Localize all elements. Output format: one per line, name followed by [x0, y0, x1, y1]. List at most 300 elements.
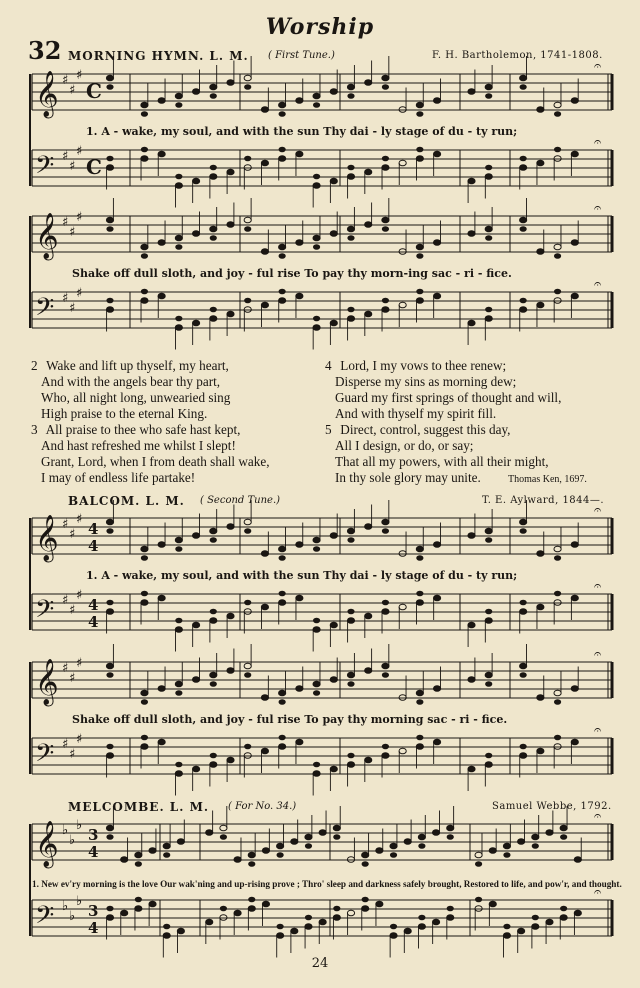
note-head — [158, 542, 165, 548]
tune-note-first: ( First Tune.) — [268, 50, 335, 61]
note-head — [416, 735, 423, 741]
note-head — [468, 89, 475, 95]
note-head — [279, 298, 286, 304]
note-head — [489, 901, 496, 907]
note-head — [141, 591, 148, 597]
note-head — [234, 910, 241, 916]
note-head — [106, 84, 113, 90]
bass-clef: 𝄢 — [35, 293, 55, 328]
note-head — [158, 293, 165, 299]
note-head — [433, 98, 440, 104]
note-head — [365, 668, 372, 674]
note-head — [192, 320, 199, 326]
note-head — [554, 735, 561, 741]
note-head — [227, 169, 234, 175]
note-head — [175, 316, 182, 322]
note-head — [135, 861, 142, 867]
note-head — [158, 686, 165, 692]
note-head — [106, 528, 113, 534]
fermata: 𝄐 — [594, 59, 602, 74]
note-head — [261, 160, 268, 166]
note-head — [210, 84, 217, 90]
note-head — [554, 591, 561, 597]
note-head — [382, 156, 389, 162]
note-head — [210, 93, 217, 99]
note-head — [244, 744, 251, 750]
note-head — [210, 528, 217, 534]
note-head — [206, 830, 213, 836]
note-head — [365, 613, 372, 619]
stanza-line: And with thyself my spirit fill. — [335, 406, 497, 421]
note-head — [175, 690, 182, 696]
note-head — [433, 686, 440, 692]
note-head — [106, 226, 113, 232]
note-head — [390, 852, 397, 858]
note-head — [261, 695, 268, 701]
note-head — [175, 102, 182, 108]
note-head — [503, 852, 510, 858]
note-head — [418, 843, 425, 849]
note-head — [106, 906, 113, 912]
note-head — [447, 906, 454, 912]
note-head — [313, 244, 320, 250]
note-head — [475, 852, 482, 858]
note-head — [330, 231, 337, 237]
hymn-number: 32 — [28, 36, 62, 65]
note-head — [313, 627, 320, 633]
key-signature: ♯ — [62, 517, 69, 532]
stanza-4 — [325, 358, 625, 422]
fermata: 𝄐 — [594, 503, 602, 518]
key-signature: ♯ — [76, 512, 83, 527]
time-signature: 4 — [88, 613, 99, 631]
note-head — [347, 528, 354, 534]
note-head — [365, 524, 372, 530]
note-head — [279, 690, 286, 696]
note-head — [313, 690, 320, 696]
note-head — [313, 325, 320, 331]
note-head — [244, 528, 251, 534]
note-head — [305, 915, 312, 921]
note-head — [347, 753, 354, 759]
note-head — [347, 84, 354, 90]
lyric-line-balcom-1: 1. A - wake, my soul, and with the sun Thy dai - ly stage of du - ty run; — [86, 569, 518, 582]
note-head — [571, 240, 578, 246]
note-head — [554, 253, 561, 259]
note-head — [106, 217, 113, 223]
note-head — [475, 897, 482, 903]
note-head — [106, 663, 113, 669]
note-head — [177, 928, 184, 934]
note-head — [447, 825, 454, 831]
note-head — [537, 551, 544, 557]
note-head — [520, 672, 527, 678]
note-head — [520, 84, 527, 90]
note-head — [210, 174, 217, 180]
note-head — [347, 681, 354, 687]
treble-clef: 𝄞 — [35, 515, 59, 561]
tune-note-for-34: ( For No. 34.) — [228, 801, 297, 812]
lyric-line-morning-1: 1. A - wake, my soul, and with the sun Thy dai - ly stage of du - ty run; — [86, 125, 518, 138]
note-head — [485, 165, 492, 171]
page-number: 24 — [311, 956, 329, 971]
bass-clef: 𝄢 — [35, 595, 55, 630]
stanza-line: All I design, or do, or say; — [335, 438, 474, 453]
note-head — [262, 848, 269, 854]
note-head — [175, 537, 182, 543]
note-head — [277, 924, 284, 930]
note-head — [227, 80, 234, 86]
note-head — [158, 739, 165, 745]
time-signature: C — [86, 155, 102, 179]
note-head — [520, 217, 527, 223]
note-head — [468, 320, 475, 326]
time-signature: 4 — [88, 919, 99, 937]
note-head — [106, 75, 113, 81]
note-head — [390, 924, 397, 930]
note-head — [141, 699, 148, 705]
note-head — [175, 762, 182, 768]
note-head — [210, 226, 217, 232]
note-head — [158, 240, 165, 246]
note-head — [546, 919, 553, 925]
note-head — [227, 757, 234, 763]
stanza-line: Direct, control, suggest this day, — [340, 422, 511, 437]
note-head — [382, 744, 389, 750]
note-head — [313, 546, 320, 552]
lyric-line-morning-2: Shake off dull sloth, and joy - ful rise To pay thy morn-ing sac - ri - fice. — [72, 267, 512, 280]
note-head — [574, 910, 581, 916]
note-head — [121, 857, 128, 863]
note-head — [296, 595, 303, 601]
treble-clef: 𝄞 — [35, 213, 59, 259]
key-signature: ♯ — [76, 144, 83, 159]
note-head — [192, 622, 199, 628]
tune-name-balcom: BALCOM. L. M. — [68, 494, 185, 508]
note-head — [192, 178, 199, 184]
note-head — [571, 98, 578, 104]
key-signature: ♭ — [69, 833, 76, 848]
note-head — [416, 156, 423, 162]
note-head — [520, 753, 527, 759]
note-head — [141, 111, 148, 117]
note-head — [192, 231, 199, 237]
note-head — [175, 681, 182, 687]
tune-name-melcombe: MELCOMBE. L. M. — [68, 800, 210, 814]
note-head — [554, 699, 561, 705]
note-head — [503, 843, 510, 849]
note-head — [546, 830, 553, 836]
note-head — [416, 253, 423, 259]
note-head — [291, 839, 298, 845]
note-head — [347, 93, 354, 99]
key-signature: ♯ — [76, 286, 83, 301]
page-title: Worship — [265, 14, 375, 40]
note-head — [416, 555, 423, 561]
note-head — [571, 293, 578, 299]
note-head — [532, 915, 539, 921]
note-head — [333, 915, 340, 921]
note-head — [485, 316, 492, 322]
note-head — [106, 672, 113, 678]
note-head — [330, 622, 337, 628]
note-head — [382, 226, 389, 232]
note-head — [418, 915, 425, 921]
note-head — [468, 766, 475, 772]
note-head — [330, 320, 337, 326]
note-head — [376, 848, 383, 854]
note-head — [537, 302, 544, 308]
note-head — [296, 98, 303, 104]
note-head — [261, 107, 268, 113]
note-head — [347, 165, 354, 171]
time-signature: 4 — [88, 596, 99, 614]
key-signature: ♯ — [69, 603, 76, 618]
note-head — [175, 627, 182, 633]
note-head — [475, 861, 482, 867]
note-head — [382, 165, 389, 171]
note-head — [560, 915, 567, 921]
note-head — [227, 524, 234, 530]
note-head — [234, 857, 241, 863]
note-head — [261, 302, 268, 308]
note-head — [296, 240, 303, 246]
note-head — [313, 762, 320, 768]
stanza-line: In thy sole glory may unite. — [335, 470, 481, 485]
note-head — [347, 307, 354, 313]
stanza-line: Who, all night long, unwearied sing — [41, 390, 231, 405]
note-head — [571, 739, 578, 745]
note-head — [362, 861, 369, 867]
note-head — [175, 546, 182, 552]
note-head — [277, 852, 284, 858]
note-head — [347, 672, 354, 678]
note-head — [554, 147, 561, 153]
note-head — [382, 600, 389, 606]
note-head — [518, 839, 525, 845]
note-head — [537, 748, 544, 754]
note-head — [141, 102, 148, 108]
note-head — [330, 677, 337, 683]
note-head — [141, 555, 148, 561]
note-head — [261, 604, 268, 610]
key-signature: ♭ — [62, 823, 69, 838]
note-head — [347, 316, 354, 322]
note-head — [362, 852, 369, 858]
note-head — [158, 595, 165, 601]
note-head — [485, 609, 492, 615]
note-head — [106, 744, 113, 750]
note-head — [485, 174, 492, 180]
note-head — [382, 75, 389, 81]
note-head — [382, 217, 389, 223]
note-head — [404, 839, 411, 845]
text-author: Thomas Ken, 1697. — [508, 474, 587, 485]
note-head — [244, 672, 251, 678]
note-head — [261, 249, 268, 255]
note-head — [333, 834, 340, 840]
note-head — [418, 924, 425, 930]
key-signature: ♯ — [62, 661, 69, 676]
note-head — [382, 609, 389, 615]
stanza-line: Wake and lift up thyself, my heart, — [46, 358, 229, 373]
note-head — [313, 618, 320, 624]
stanza-line: Lord, I my vows to thee renew; — [340, 358, 507, 373]
note-head — [279, 253, 286, 259]
note-head — [520, 165, 527, 171]
note-head — [220, 825, 227, 831]
fermata: 𝄐 — [594, 579, 602, 594]
note-head — [362, 906, 369, 912]
note-head — [313, 174, 320, 180]
tune-note-second: ( Second Tune.) — [200, 495, 281, 506]
stanza-number: 4 — [325, 358, 332, 373]
note-head — [485, 307, 492, 313]
note-head — [532, 843, 539, 849]
note-head — [206, 919, 213, 925]
note-head — [220, 834, 227, 840]
treble-clef: 𝄞 — [35, 659, 59, 705]
note-head — [106, 165, 113, 171]
note-head — [330, 533, 337, 539]
note-head — [244, 75, 251, 81]
stanza-line: And hast refreshed me whilst I slept! — [41, 438, 236, 453]
note-head — [244, 519, 251, 525]
note-head — [192, 766, 199, 772]
note-head — [210, 681, 217, 687]
note-head — [244, 663, 251, 669]
note-head — [520, 307, 527, 313]
fermata: 𝄐 — [594, 809, 602, 824]
note-head — [175, 325, 182, 331]
note-head — [313, 102, 320, 108]
key-signature: ♯ — [76, 210, 83, 225]
note-head — [149, 901, 156, 907]
note-head — [141, 744, 148, 750]
note-head — [333, 825, 340, 831]
note-head — [347, 618, 354, 624]
key-signature: ♯ — [62, 149, 69, 164]
note-head — [106, 156, 113, 162]
note-head — [244, 600, 251, 606]
note-head — [210, 672, 217, 678]
note-head — [416, 289, 423, 295]
note-head — [313, 537, 320, 543]
note-head — [141, 735, 148, 741]
note-head — [365, 757, 372, 763]
note-head — [158, 98, 165, 104]
key-signature: ♯ — [76, 588, 83, 603]
note-head — [210, 753, 217, 759]
note-head — [520, 75, 527, 81]
note-head — [261, 748, 268, 754]
note-head — [277, 933, 284, 939]
note-head — [382, 84, 389, 90]
note-head — [382, 672, 389, 678]
note-head — [571, 542, 578, 548]
note-head — [468, 231, 475, 237]
note-head — [485, 235, 492, 241]
note-head — [433, 151, 440, 157]
note-head — [485, 537, 492, 543]
note-head — [416, 244, 423, 250]
fermata: 𝄐 — [594, 885, 602, 900]
note-head — [520, 609, 527, 615]
key-signature: ♯ — [62, 215, 69, 230]
note-head — [554, 102, 561, 108]
note-head — [248, 897, 255, 903]
note-head — [365, 80, 372, 86]
stanza-line: That all my powers, with all their might, — [335, 454, 549, 469]
note-head — [313, 316, 320, 322]
note-head — [313, 681, 320, 687]
note-head — [537, 160, 544, 166]
stanza-number: 5 — [325, 422, 332, 437]
note-head — [382, 298, 389, 304]
note-head — [554, 244, 561, 250]
note-head — [210, 762, 217, 768]
note-head — [554, 690, 561, 696]
key-signature: ♯ — [69, 301, 76, 316]
note-head — [313, 771, 320, 777]
note-head — [305, 834, 312, 840]
note-head — [279, 289, 286, 295]
note-head — [141, 690, 148, 696]
note-head — [106, 519, 113, 525]
note-head — [404, 928, 411, 934]
stanza-number: 2 — [31, 358, 38, 373]
note-head — [382, 519, 389, 525]
note-head — [277, 843, 284, 849]
note-head — [416, 699, 423, 705]
note-head — [433, 739, 440, 745]
note-head — [537, 107, 544, 113]
note-head — [485, 226, 492, 232]
key-signature: ♯ — [69, 671, 76, 686]
note-head — [347, 910, 354, 916]
note-head — [537, 695, 544, 701]
note-head — [382, 528, 389, 534]
note-head — [399, 302, 406, 308]
note-head — [279, 546, 286, 552]
bass-clef: 𝄢 — [35, 901, 55, 936]
note-head — [141, 147, 148, 153]
note-head — [244, 156, 251, 162]
note-head — [227, 613, 234, 619]
note-head — [399, 604, 406, 610]
note-head — [210, 609, 217, 615]
key-signature: ♭ — [62, 899, 69, 914]
note-head — [192, 677, 199, 683]
key-signature: ♭ — [76, 894, 83, 909]
note-head — [106, 298, 113, 304]
note-head — [376, 901, 383, 907]
note-head — [554, 546, 561, 552]
lyric-line-melcombe-1: 1. New ev'ry morning is the love Our wak'ning and up-rising prove ; Thro' sleep and darkness safely brought, Restored to life, and pow'r, and thought. — [32, 879, 622, 889]
note-head — [279, 111, 286, 117]
note-head — [520, 519, 527, 525]
tune-name-morning-hymn: MORNING HYMN. L. M. — [68, 49, 249, 63]
note-head — [313, 235, 320, 241]
note-head — [279, 147, 286, 153]
note-head — [163, 924, 170, 930]
note-head — [489, 848, 496, 854]
note-head — [399, 160, 406, 166]
note-head — [503, 933, 510, 939]
note-head — [520, 298, 527, 304]
fermata: 𝄐 — [594, 647, 602, 662]
note-head — [347, 174, 354, 180]
